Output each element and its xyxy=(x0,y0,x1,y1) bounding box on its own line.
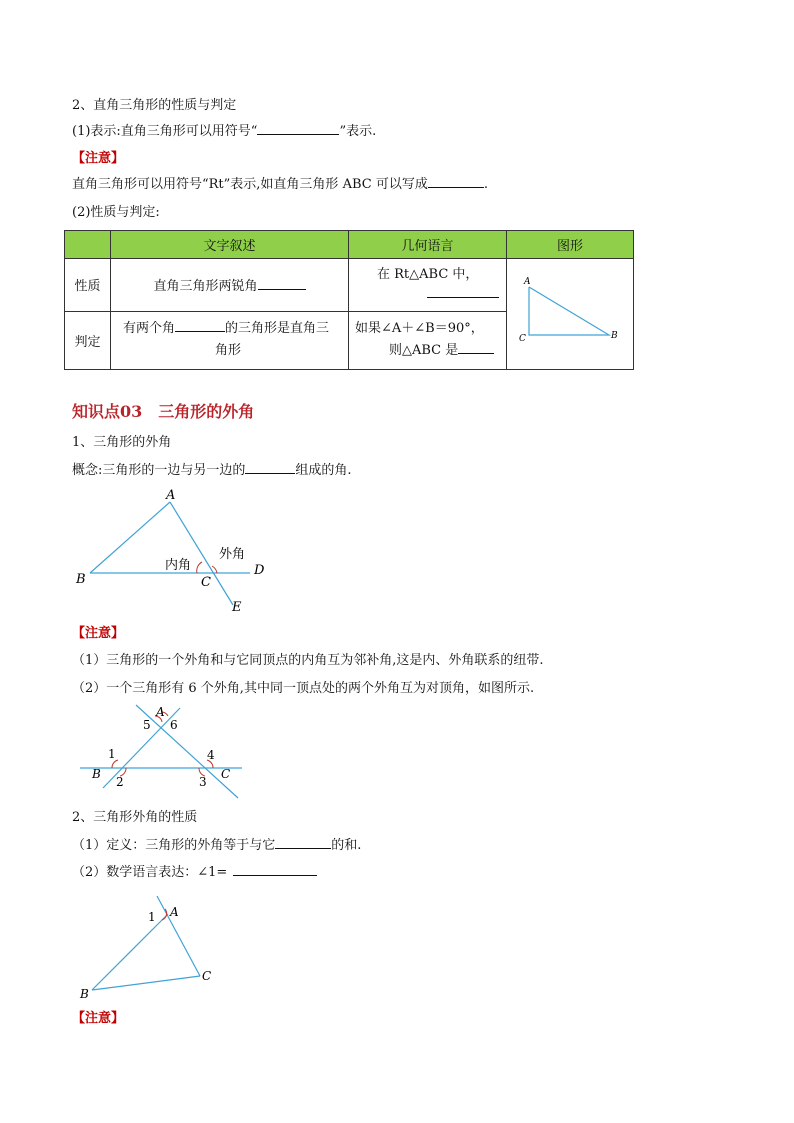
note2-item-2: （2）一个三角形有 6 个外角,其中同一顶点处的两个外角互为对顶角，如图所示. xyxy=(72,681,535,696)
interior-angle-arc xyxy=(197,562,202,573)
sec2-notation-line xyxy=(72,122,376,141)
fig3-label-a: A xyxy=(170,905,179,919)
kp03-section1-title: 1、三角形的外角 xyxy=(72,435,172,450)
vertex-label-a: A xyxy=(524,277,531,287)
note-label-1: 【注意】 xyxy=(72,151,125,166)
judgement-text-a: 有两个角 xyxy=(123,321,176,337)
kp03-concept-line xyxy=(72,461,352,480)
row-label-property: 性质 xyxy=(65,259,111,312)
kp03-definition-line xyxy=(72,836,361,855)
kp03-definition-after: 的和. xyxy=(331,838,362,853)
side-ab xyxy=(90,502,170,573)
fig2-label-6: 6 xyxy=(170,718,178,732)
property-geo-line: 在 Rt△ABC 中， xyxy=(377,266,479,282)
figure-cell xyxy=(507,259,634,370)
sec2-note-line xyxy=(72,175,488,194)
note-label-3: 【注意】 xyxy=(72,1011,125,1026)
fill-blank[interactable] xyxy=(257,122,339,135)
fill-blank[interactable] xyxy=(458,341,494,354)
judgement-text-b: 的三角形是直角三 xyxy=(225,321,330,337)
fig1-label-b: B xyxy=(76,572,86,587)
judgement-geo-line1: 如果∠A＋∠B＝90°， xyxy=(355,321,484,337)
kp03-definition-before: （1）定义：三角形的外角等于与它 xyxy=(72,838,276,853)
right-triangle xyxy=(529,287,609,335)
judgement-geo-cell xyxy=(349,311,507,369)
table-header-row xyxy=(65,231,634,259)
table-header-cell: 几何语言 xyxy=(349,231,507,259)
table-header-cell xyxy=(65,231,111,259)
property-text: 直角三角形两锐角 xyxy=(153,279,258,295)
fill-blank[interactable] xyxy=(427,285,499,298)
judgement-geo-line2: 则△ABC 是 xyxy=(389,343,459,359)
fig2-right-line xyxy=(136,705,238,798)
fig2-label-2: 2 xyxy=(116,775,124,789)
property-geo-cell xyxy=(349,259,507,312)
fill-blank[interactable] xyxy=(428,175,484,188)
note-label-2: 【注意】 xyxy=(72,626,125,641)
section-2-title: 2、直角三角形的性质与判定 xyxy=(72,98,237,113)
sec2-note-before: 直角三角形可以用符号“Rt”表示,如直角三角形 ABC 可以写成 xyxy=(72,177,428,192)
fig2-label-4: 4 xyxy=(207,748,215,762)
fig3-side-bc xyxy=(92,976,200,990)
fig1-label-e: E xyxy=(232,600,242,615)
kp03-heading: 知识点03 三角形的外角 xyxy=(72,402,255,421)
judgement-text-c: 角形 xyxy=(215,343,242,359)
fig2-label-5: 5 xyxy=(143,718,151,732)
note2-item-1: （1）三角形的一个外角和与它同顶点的内角互为邻补角,这是内、外角联系的纽带. xyxy=(72,653,544,668)
right-triangle-figure xyxy=(507,259,633,365)
sec2-note-after: . xyxy=(483,177,488,192)
kp03-math-line xyxy=(72,863,317,882)
property-table xyxy=(64,230,634,370)
judgement-text-cell xyxy=(111,311,349,369)
fill-blank[interactable] xyxy=(175,319,225,332)
six-exterior-angles-figure xyxy=(74,702,249,800)
table-row xyxy=(65,259,634,312)
fig3-label-1: 1 xyxy=(148,910,156,924)
kp03-math-text: （2）数学语言表达：∠1= xyxy=(72,865,228,880)
kp03-section2-title: 2、三角形外角的性质 xyxy=(72,810,198,825)
kp03-concept-before: 概念:三角形的一边与另一边的 xyxy=(72,463,246,478)
exterior-angle-sum-figure xyxy=(74,890,234,1005)
fill-blank[interactable] xyxy=(233,863,317,876)
fig3-label-b: B xyxy=(80,987,89,1001)
vertex-label-c: C xyxy=(519,334,526,344)
vertex-label-b: B xyxy=(611,331,618,341)
fig1-label-c: C xyxy=(201,575,211,590)
fig1-label-d: D xyxy=(254,563,265,578)
exterior-angle-figure xyxy=(70,485,290,620)
fill-blank[interactable] xyxy=(258,277,306,290)
fill-blank[interactable] xyxy=(245,461,295,474)
fig2-label-b: B xyxy=(92,767,101,781)
table-header-cell: 文字叙述 xyxy=(111,231,349,259)
kp03-concept-after: 组成的角. xyxy=(295,463,352,478)
row-label-judgement: 判定 xyxy=(65,311,111,369)
fig3-side-ab xyxy=(92,914,168,990)
sec2-notation-before: (1)表示:直角三角形可以用符号“ xyxy=(72,124,258,139)
fig1-label-a: A xyxy=(166,488,176,503)
fig2-label-1: 1 xyxy=(108,747,116,761)
fig2-arc-1 xyxy=(112,760,118,768)
fig1-inner-label: 内角 xyxy=(165,558,192,573)
table-header-cell: 图形 xyxy=(507,231,634,259)
sec2-notation-after: ”表示. xyxy=(339,124,377,139)
fig2-label-c: C xyxy=(221,767,231,781)
fig3-label-c: C xyxy=(202,969,212,983)
fig2-label-3: 3 xyxy=(199,775,207,789)
sec2-property-intro: (2)性质与判定: xyxy=(72,205,160,220)
fig2-label-a: A xyxy=(156,705,165,719)
fig1-outer-label: 外角 xyxy=(219,547,246,562)
fill-blank[interactable] xyxy=(275,836,331,849)
property-text-cell xyxy=(111,259,349,312)
